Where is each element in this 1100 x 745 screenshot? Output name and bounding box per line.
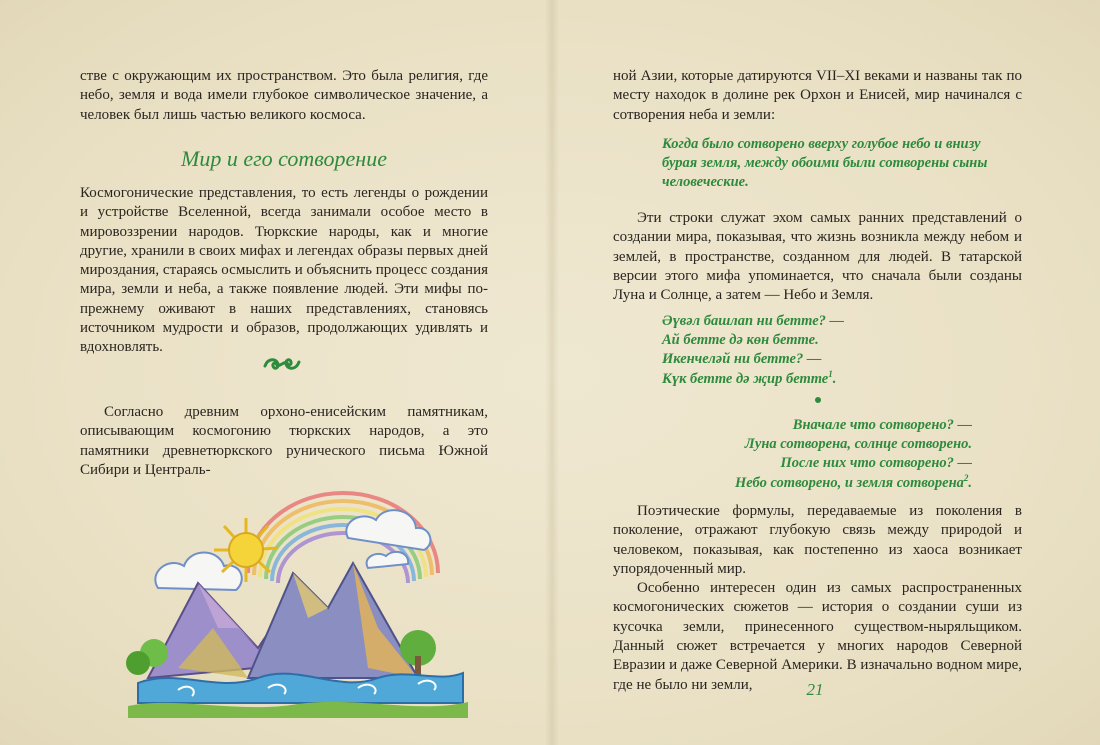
orkhon-quote (662, 135, 992, 193)
section-heading: Мир и его сотворение (181, 146, 387, 171)
left-paragraph-3: Согласно древним орхоно-енисейским памятникам, описывающим космогонию тюркских народов, а это памятники древнетюркского рунического письма Южной Сибири и Централь- (80, 404, 488, 478)
page-gutter (545, 0, 559, 745)
russian-verse-line-4: Небо сотворено, и земля сотворена (735, 474, 964, 491)
right-page-text-bottom (613, 502, 1022, 695)
right-page-text-top (613, 67, 1022, 125)
footnote-ref-1[interactable]: 1 (828, 368, 833, 379)
tatar-verse-line-3: Икенчеләй ни бетте? — (662, 351, 822, 368)
russian-verse (700, 416, 972, 493)
right-paragraph-3: Поэтические формулы, передаваемые из поколения в поколение, отражают глубокую связь между природой и человеком, показывая, как постепенно из хаоса возникает упорядоченный мир. (613, 503, 1022, 577)
page-number: 21 (806, 680, 824, 699)
tatar-verse-line-2: Ай бетте дә көн бетте. (662, 332, 819, 349)
russian-verse-line-1: Вначале что сотворено? — (792, 417, 972, 433)
ornament-icon (262, 354, 302, 374)
right-paragraph-1: ной Азии, которые датируются VII–XI веками и названы так по месту находок в долине рек Орхон и Енисей, мир начинался с сотворения неба и земли: (613, 68, 1022, 123)
russian-verse-line-2: Луна сотворена, солнце сотворено. (744, 436, 972, 453)
tatar-verse-line-4-wrap: Күк бетте дә җир бетте$^1$. (662, 368, 837, 387)
separator-dot (815, 397, 821, 403)
left-page-text-middle (80, 184, 488, 358)
creation-illustration (118, 478, 478, 723)
right-page-text-middle (613, 209, 1022, 305)
right-paragraph-2: Эти строки служат эхом самых ранних представлений о создании мира, показывая, что жизнь возникла между небом и землей, в пространстве, созданном для людей. В татарской версии этого мифа упоминается, что сначала были созданы Луна и Солнце, а затем — Небо и Земля. (613, 210, 1022, 304)
left-paragraph-2: Космогонические представления, то есть легенды о рождении и устройстве Вселенной, всегда занимали особое место в мировоззрении народов. Тюркские народы, как и многие другие, хранили в своих мифах и легендах образы первых дней мироздания, стараясь осмыслить и объяснить процесс создания мира, земли и неба, а также появление людей. Эти мифы по-прежнему оживают в наших представлениях, становясь источником мудрости и образов, продолжающих удивлять и вдохновлять. (80, 185, 488, 356)
tatar-verse (662, 312, 922, 389)
tatar-verse-line-4: Күк бетте дә җир бетте (662, 370, 829, 387)
left-page-text-top (80, 67, 488, 125)
russian-verse-line-4-wrap: Небо сотворено, и земля сотворена$^2$. (735, 472, 972, 491)
quote-text: Когда было сотворено вверху голубое небо и внизу бурая земля, между обоими были сотворены сыны человеческие. (662, 136, 988, 191)
footnote-ref-2[interactable]: 2 (963, 472, 969, 483)
tatar-verse-line-1: Әүвәл башлап ни бетте? — (662, 313, 845, 329)
russian-verse-line-3: После них что сотворено? — (780, 455, 972, 472)
right-paragraph-4: Особенно интересен один из самых распространенных космогонических сюжетов — история о создании суши из кусочка земли, принесенного существом-ныряльщиком. Данный сюжет встречается у многих народов Северной Евразии и даже Северной Америки. В изначально водном мире, где не было ни земли, (613, 580, 1022, 693)
left-page-text-bottom (80, 403, 488, 480)
left-paragraph-1: стве с окружающим их пространством. Это была религия, где небо, земля и вода имели глубокое символическое значение, а человек был лишь частью великого космоса. (80, 68, 488, 123)
